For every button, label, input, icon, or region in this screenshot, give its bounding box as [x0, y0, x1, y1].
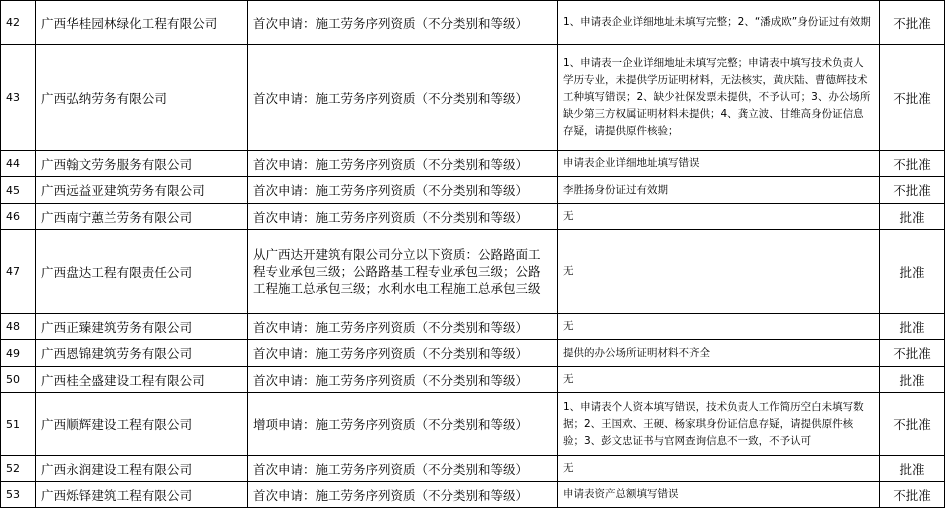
table-row: [1, 393, 945, 456]
review-issues: 无: [558, 367, 880, 393]
review-issues: 无: [558, 314, 880, 340]
company-name: 广西远益亚建筑劳务有限公司: [36, 177, 248, 204]
application-type: 增项申请：施工劳务序列资质（不分类别和等级）: [248, 393, 558, 456]
review-issues: 无: [558, 456, 880, 482]
review-result: 批准: [880, 367, 945, 393]
table-row: [1, 1, 945, 45]
application-type: 首次申请：施工劳务序列资质（不分类别和等级）: [248, 367, 558, 393]
review-result: 批准: [880, 456, 945, 482]
table-row: [1, 204, 945, 230]
review-issues: 申请表资产总额填写错误: [558, 482, 880, 508]
review-result: 不批准: [880, 177, 945, 204]
review-issues: 申请表企业详细地址填写错误: [558, 151, 880, 177]
application-type: 首次申请：施工劳务序列资质（不分类别和等级）: [248, 1, 558, 45]
review-result: 批准: [880, 230, 945, 314]
company-name: 广西盘达工程有限责任公司: [36, 230, 248, 314]
review-result: 不批准: [880, 45, 945, 151]
table-row: [1, 45, 945, 151]
review-issues: 李胜扬身份证过有效期: [558, 177, 880, 204]
company-name: 广西顺辉建设工程有限公司: [36, 393, 248, 456]
company-name: 广西烁铎建筑工程有限公司: [36, 482, 248, 508]
row-number: 50: [1, 367, 36, 393]
review-result: 批准: [880, 204, 945, 230]
application-type: 首次申请：施工劳务序列资质（不分类别和等级）: [248, 204, 558, 230]
review-issues: 1、申请表企业详细地址未填写完整；2、“潘成欧”身份证过有效期: [558, 1, 880, 45]
review-result: 不批准: [880, 340, 945, 367]
company-name: 广西翰文劳务服务有限公司: [36, 151, 248, 177]
table-row: [1, 151, 945, 177]
review-issues: 无: [558, 230, 880, 314]
review-result: 批准: [880, 314, 945, 340]
row-number: 48: [1, 314, 36, 340]
review-issues: 1、申请表个人资本填写错误，技术负责人工作简历空白未填写数据；2、王国欢、王硬、杨家琪身份证信息存疑，请提供原件核验；3、彭文忠证书与官网查询信息不一致，不予认可: [558, 393, 880, 456]
table-row: [1, 367, 945, 393]
row-number: 53: [1, 482, 36, 508]
application-type: 首次申请：施工劳务序列资质（不分类别和等级）: [248, 314, 558, 340]
table-row: [1, 456, 945, 482]
application-type: 首次申请：施工劳务序列资质（不分类别和等级）: [248, 456, 558, 482]
table-row: [1, 340, 945, 367]
review-issues: 无: [558, 204, 880, 230]
company-name: 广西桂全盛建设工程有限公司: [36, 367, 248, 393]
table-row: [1, 482, 945, 508]
review-result: 不批准: [880, 482, 945, 508]
application-type: 首次申请：施工劳务序列资质（不分类别和等级）: [248, 340, 558, 367]
review-result: 不批准: [880, 1, 945, 45]
row-number: 47: [1, 230, 36, 314]
table-row: [1, 314, 945, 340]
row-number: 51: [1, 393, 36, 456]
application-type: 从广西达开建筑有限公司分立以下资质：公路路面工程专业承包三级；公路路基工程专业承包三级；公路工程施工总承包三级；水利水电工程施工总承包三级: [248, 230, 558, 314]
table-row: [1, 230, 945, 314]
application-type: 首次申请：施工劳务序列资质（不分类别和等级）: [248, 151, 558, 177]
application-type: 首次申请：施工劳务序列资质（不分类别和等级）: [248, 45, 558, 151]
review-issues: 1、申请表一企业详细地址未填写完整；申请表中填写技术负责人学历专业，未提供学历证明材料，无法核实，黄庆陆、曹德辉技术工种填写错误；2、缺少社保发票未提供，不予认可；3、办公场所缺少第三方权属证明材料未提供；4、龚立波、甘维高身份证信息存疑，请提供原件核验；: [558, 45, 880, 151]
review-issues: 提供的办公场所证明材料不齐全: [558, 340, 880, 367]
company-name: 广西正臻建筑劳务有限公司: [36, 314, 248, 340]
company-name: 广西永润建设工程有限公司: [36, 456, 248, 482]
company-name: 广西华桂园林绿化工程有限公司: [36, 1, 248, 45]
row-number: 45: [1, 177, 36, 204]
table-row: [1, 177, 945, 204]
row-number: 52: [1, 456, 36, 482]
company-name: 广西南宁蕙兰劳务有限公司: [36, 204, 248, 230]
application-type: 首次申请：施工劳务序列资质（不分类别和等级）: [248, 482, 558, 508]
company-name: 广西弘纳劳务有限公司: [36, 45, 248, 151]
row-number: 42: [1, 1, 36, 45]
row-number: 46: [1, 204, 36, 230]
application-type: 首次申请：施工劳务序列资质（不分类别和等级）: [248, 177, 558, 204]
row-number: 44: [1, 151, 36, 177]
review-result: 不批准: [880, 393, 945, 456]
company-name: 广西恩锦建筑劳务有限公司: [36, 340, 248, 367]
row-number: 49: [1, 340, 36, 367]
row-number: 43: [1, 45, 36, 151]
review-result: 不批准: [880, 151, 945, 177]
